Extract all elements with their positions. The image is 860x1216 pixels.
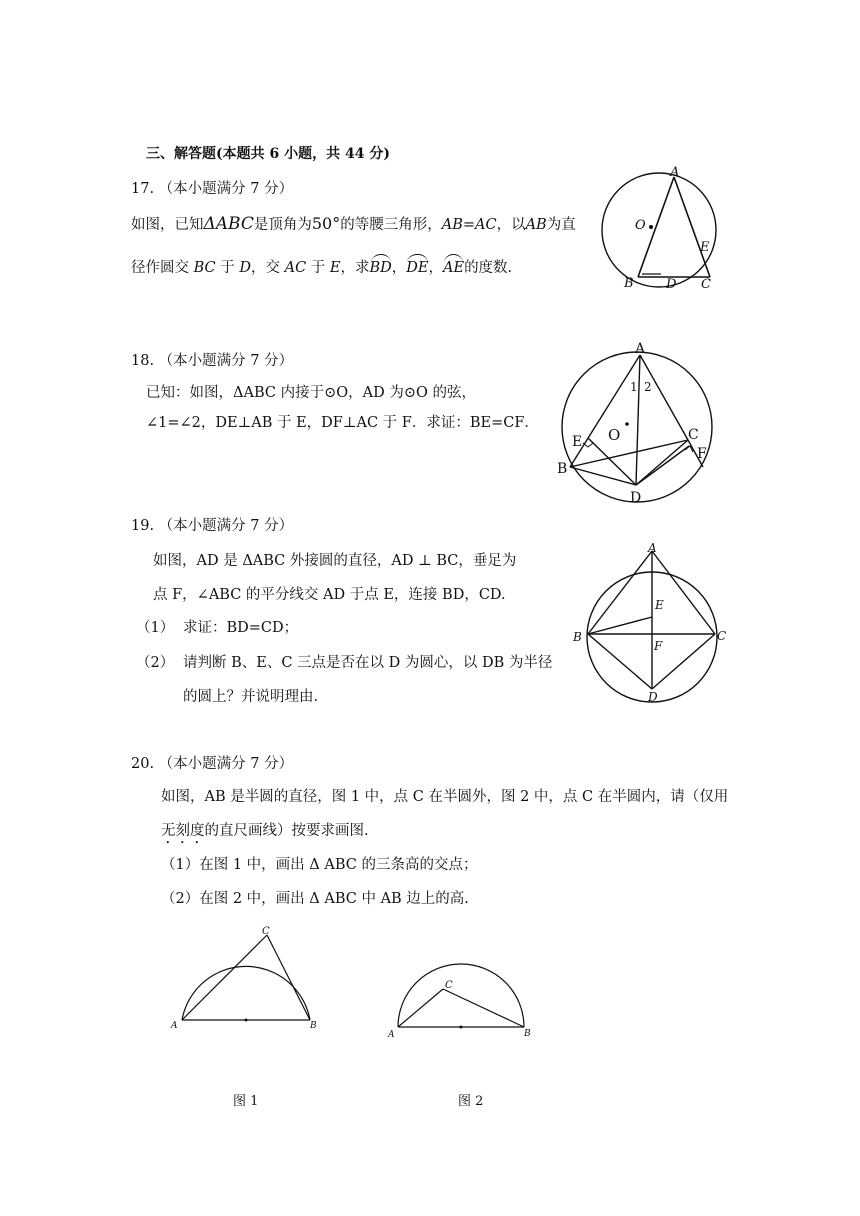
q17-text: 是顶角为 — [253, 217, 312, 233]
q17-line2 — [131, 256, 512, 277]
q17-figure — [600, 160, 740, 292]
q17-arc-de: DE — [406, 256, 428, 277]
q20-fig2-label-c: C — [445, 980, 453, 991]
q17-ac: AC — [284, 260, 307, 276]
q17-sep: ， — [428, 260, 443, 276]
q17-header: 17. （本小题满分 7 分） — [131, 181, 294, 197]
q18-label-o: O — [608, 426, 621, 444]
q17-label-e: E — [700, 240, 710, 255]
q19-p2-num: （2） — [136, 655, 175, 671]
q17-d: D — [239, 260, 251, 276]
q18-label-a: A — [635, 342, 646, 357]
q17-label-a: A — [670, 165, 680, 180]
q19-p1-text: 求证：BD=CD； — [183, 620, 299, 636]
q20-line1: 如图，AB 是半圆的直径，图 1 中，点 C 在半圆外，图 2 中，点 C 在半圆内，请（仅用 — [161, 789, 729, 805]
q20-fig2-label-a: A — [388, 1030, 395, 1040]
q17-ab: AB — [525, 217, 547, 233]
q19-p2-text2: 的圆上？并说明理由. — [183, 689, 319, 705]
q18-label-b: B — [557, 461, 568, 477]
q18-header: 18. （本小题满分 7 分） — [131, 353, 294, 369]
q17-text: 为直 — [546, 217, 576, 233]
q20-fig1-label-a: A — [171, 1021, 178, 1030]
q18-figure — [548, 342, 718, 512]
q19-label-c: C — [717, 629, 727, 643]
q20-fig2-label-b: B — [524, 1029, 531, 1039]
q20-figure1 — [168, 920, 328, 1030]
q20-figure2 — [385, 955, 545, 1045]
q17-text: ，以 — [496, 217, 526, 233]
q17-text: ，求 — [340, 260, 370, 276]
q18-label-1: 1 — [630, 380, 638, 394]
q18-label-d: D — [630, 490, 642, 506]
q20-emphasis: 无刻度 — [161, 823, 205, 839]
q17-equality: AB=AC — [441, 217, 497, 233]
q18-label-e: E — [572, 434, 583, 450]
q17-label-b: B — [624, 276, 634, 291]
q18-label-c: C — [688, 427, 699, 443]
q19-header: 19. （本小题满分 7 分） — [131, 518, 294, 534]
q17-sep: ， — [391, 260, 407, 276]
section-title: 三、解答题(本题共 6 小题，共 44 分) — [146, 146, 390, 162]
q17-label-o: O — [635, 218, 646, 233]
q19-label-b: B — [573, 630, 582, 644]
q20-header: 20. （本小题满分 7 分） — [131, 756, 294, 772]
q17-text: ，交 — [251, 260, 280, 276]
q17-line1 — [131, 214, 576, 234]
q17-text: 的度数. — [464, 260, 513, 276]
q20-fig1-label-c: C — [262, 926, 270, 937]
q19-p1-num: （1） — [136, 620, 175, 636]
q17-triangle: ΔABC — [203, 214, 254, 234]
q19-p2-text1: 请判断 B、E、C 三点是否在以 D 为圆心，以 DB 为半径 — [183, 655, 553, 671]
q17-text: 如图，已知 — [131, 217, 204, 233]
q17-bc: BC — [193, 260, 216, 276]
q20-line2 — [161, 823, 369, 847]
q17-label-c: C — [701, 277, 711, 292]
q17-angle: 50° — [311, 214, 341, 233]
q20-fig1-caption: 图 1 — [233, 1094, 259, 1109]
q17-arc-bd: BD — [370, 256, 392, 277]
q20-fig2-caption: 图 2 — [458, 1094, 484, 1109]
q17-e: E — [329, 260, 341, 276]
q19-label-d: D — [648, 690, 658, 704]
q20-p2: （2）在图 2 中，画出 Δ ABC 中 AB 边上的高. — [161, 891, 469, 907]
q18-label-2: 2 — [644, 380, 652, 394]
q17-text: 径作圆交 — [131, 260, 189, 276]
q18-line2: ∠1=∠2，DE⊥AB 于 E，DF⊥AC 于 F．求证：BE=CF． — [146, 415, 539, 431]
q18-label-f: F — [697, 446, 707, 462]
q20-p1: （1）在图 1 中，画出 Δ ABC 的三条高的交点； — [161, 857, 478, 873]
q19-label-f: F — [654, 639, 663, 653]
q19-line2: 点 F，∠ABC 的平分线交 AD 于点 E，连接 BD，CD. — [153, 587, 506, 603]
q19-line1: 如图，AD 是 ΔABC 外接圆的直径，AD ⊥ BC，垂足为 — [153, 553, 517, 569]
q17-label-d: D — [666, 277, 677, 292]
q19-figure — [568, 540, 738, 708]
q20-fig1-label-b: B — [310, 1021, 317, 1030]
q20-line2-rest: 的直尺画线）按要求画图. — [204, 823, 369, 839]
q17-arc-ae: AE — [443, 256, 464, 277]
q17-text: 于 — [220, 260, 235, 276]
q17-text: 的等腰三角形， — [340, 217, 442, 233]
q18-line1: 已知：如图，ΔABC 内接于⊙O，AD 为⊙O 的弦， — [146, 385, 476, 401]
q19-label-a: A — [648, 541, 657, 555]
q17-text: 于 — [310, 260, 326, 276]
q19-label-e: E — [655, 598, 664, 612]
